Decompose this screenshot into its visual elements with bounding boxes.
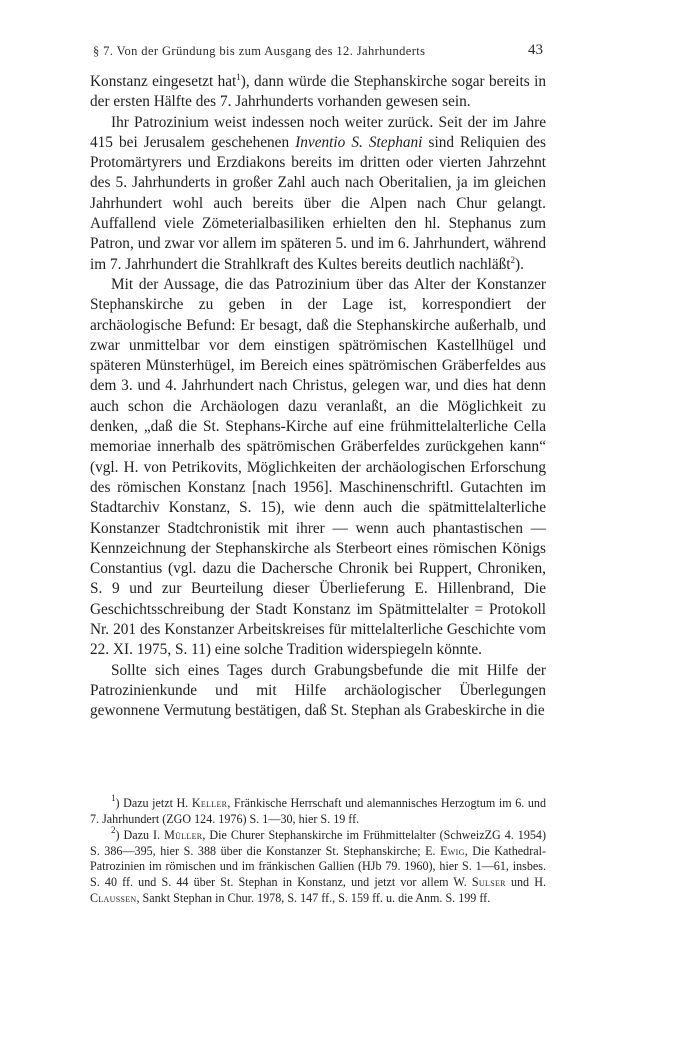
footnote-1-mark: 1 bbox=[111, 793, 116, 803]
paragraph-1-text-b: ), dann würde die Stephanskirche sogar bereits in der ersten Hälfte des 7. Jahrhunderts vorhanden gewesen sein. bbox=[90, 73, 546, 111]
footnote-ref-1: 1 bbox=[236, 72, 241, 82]
running-head: § 7. Von der Gründung bis zum Ausgang des 12. Jahrhunderts bbox=[93, 44, 426, 58]
author-mueller: Müller bbox=[164, 828, 203, 843]
footnote-2-text-e: , Sankt Stephan in Chur. 1978, S. 147 ff., S. 159 ff. u. die Anm. S. 199 ff. bbox=[136, 890, 491, 905]
footnote-2 bbox=[90, 825, 547, 906]
footnote-2-mark: 2 bbox=[111, 825, 116, 836]
footnote-2-text-d: und H. bbox=[505, 874, 546, 889]
paragraph-2 bbox=[90, 113, 546, 275]
paragraph-3: Mit der Aussage, die das Patrozinium über das Alter der Konstanzer Stephanskirche zu geben in der Lage ist, korrespondiert der archäologische Befund: Er besagt, daß die Stephanskirche außerhalb, und zwar unmittelbar vor dem einstigen spätrömischen Kastellhügel und späteren Münsterhügel, im Bereich eines spätrömischen Gräberfeldes aus dem 3. und 4. Jahrhundert nach Christus, gelegen war, und dies hat denn auch schon die Archäologen dazu veranlaßt, an die Möglichkeit zu denken, „daß die St. Stephans-Kirche auf eine frühmittelalterliche Cella memoriae innerhalb des spätrömischen Gräberfeldes zurückgehen kann“ (vgl. H. von Petrikovits, Möglichkeiten der archäologischen Erforschung des römischen Konstanz [nach 1956]. Maschinenschriftl. Gutachten im Stadtarchiv Konstanz, S. 15), wie denn auch die spätmittelalterliche Konstanzer Stadtchronistik mit ihrer — wenn auch phantastischen — Kennzeichnung der Stephanskirche als Sterbeort eines römischen Königs Constantius (vgl. dazu die Dachersche Chronik bei Ruppert, Chroniken, S. 9 und zur Beurteilung dieser Überlieferung E. Hillenbrand, Die Geschichtsschreibung der Stadt Konstanz im Spätmittelalter = Protokoll Nr. 201 des Konstanzer Arbeitskreises für mittelalterliche Geschichte vom 22. XI. 1975, S. 11) eine solche Tradition widerspiegeln könnte. bbox=[90, 275, 546, 659]
footnote-2-text-b: , Die Churer Stephanskirche im Frühmittelalter (SchweizZG 4. 1954) S. 386—395, hier S. 388 über die Konstanzer St. Stephanskirche; E. bbox=[90, 828, 547, 858]
footnote-1-text-a: ) Dazu jetzt H. bbox=[115, 796, 192, 810]
italic-inventio: Inventio S. Stephani bbox=[295, 133, 423, 151]
paragraph-2-text-b: sind Reliquien des Protomärtyrers und Erzdiakons bereits im dritten oder vierten Jahrzehnt des 5. Jahrhunderts in großer Zahl auch nach Oberitalien, ja im gleichen Jahrhundert wohl auch bereits über die Alpen nach Chur gelangt. Auffallend viele Zömeterialbasiliken erhielten den hl. Stephanus zum Patron, und zwar vor allem im späteren 5. und im 6. Jahrhundert, während im 7. Jahrhundert die Strahlkraft des Kultes bereits deutlich nachläßt bbox=[90, 133, 546, 273]
paragraph-4: Sollte sich eines Tages durch Grabungsbefunde die mit Hilfe der Patrozinienkunde und mit Hilfe archäologischer Überlegungen gewonnene Vermutung bestätigen, daß St. Stephan als Grabeskirche in die bbox=[90, 661, 546, 720]
paragraph-1 bbox=[90, 72, 546, 113]
footnote-1-text-b: , Fränkische Herrschaft und alemannisches Herzogtum im 6. und 7. Jahrhundert (ZGO 124. 1976) S. 1—30, hier S. 19 ff. bbox=[90, 796, 546, 826]
footnote-2-text-a: ) Dazu I. bbox=[115, 828, 165, 843]
footnote-ref-2: 2 bbox=[510, 254, 516, 265]
author-keller: Keller bbox=[191, 796, 228, 810]
paragraph-2-text-c: ). bbox=[515, 255, 524, 273]
footnote-1 bbox=[90, 793, 546, 827]
paragraph-2-text-a: Ihr Patrozinium weist indessen noch weiter zurück. Seit der im Jahre 415 bei Jerusalem geschehenen bbox=[90, 113, 546, 151]
footnotes bbox=[90, 793, 547, 907]
page-number: 43 bbox=[528, 42, 543, 58]
footnote-2-text-c: , Die Kathedral-Patrozinien im römischen und im fränkischen Gallien (HJb 79. 1960), hier S. 1—61, insbes. S. 40 ff. und S. 44 über St. Stephan in Konstanz, und jetzt vor allem W. bbox=[90, 843, 546, 889]
author-ewig: Ewig bbox=[440, 843, 465, 858]
author-claussen: Claussen bbox=[90, 890, 137, 905]
paragraph-1-text-a: Konstanz eingesetzt hat bbox=[90, 73, 237, 90]
author-sulser: Sulser bbox=[471, 874, 506, 889]
main-text bbox=[90, 72, 546, 722]
